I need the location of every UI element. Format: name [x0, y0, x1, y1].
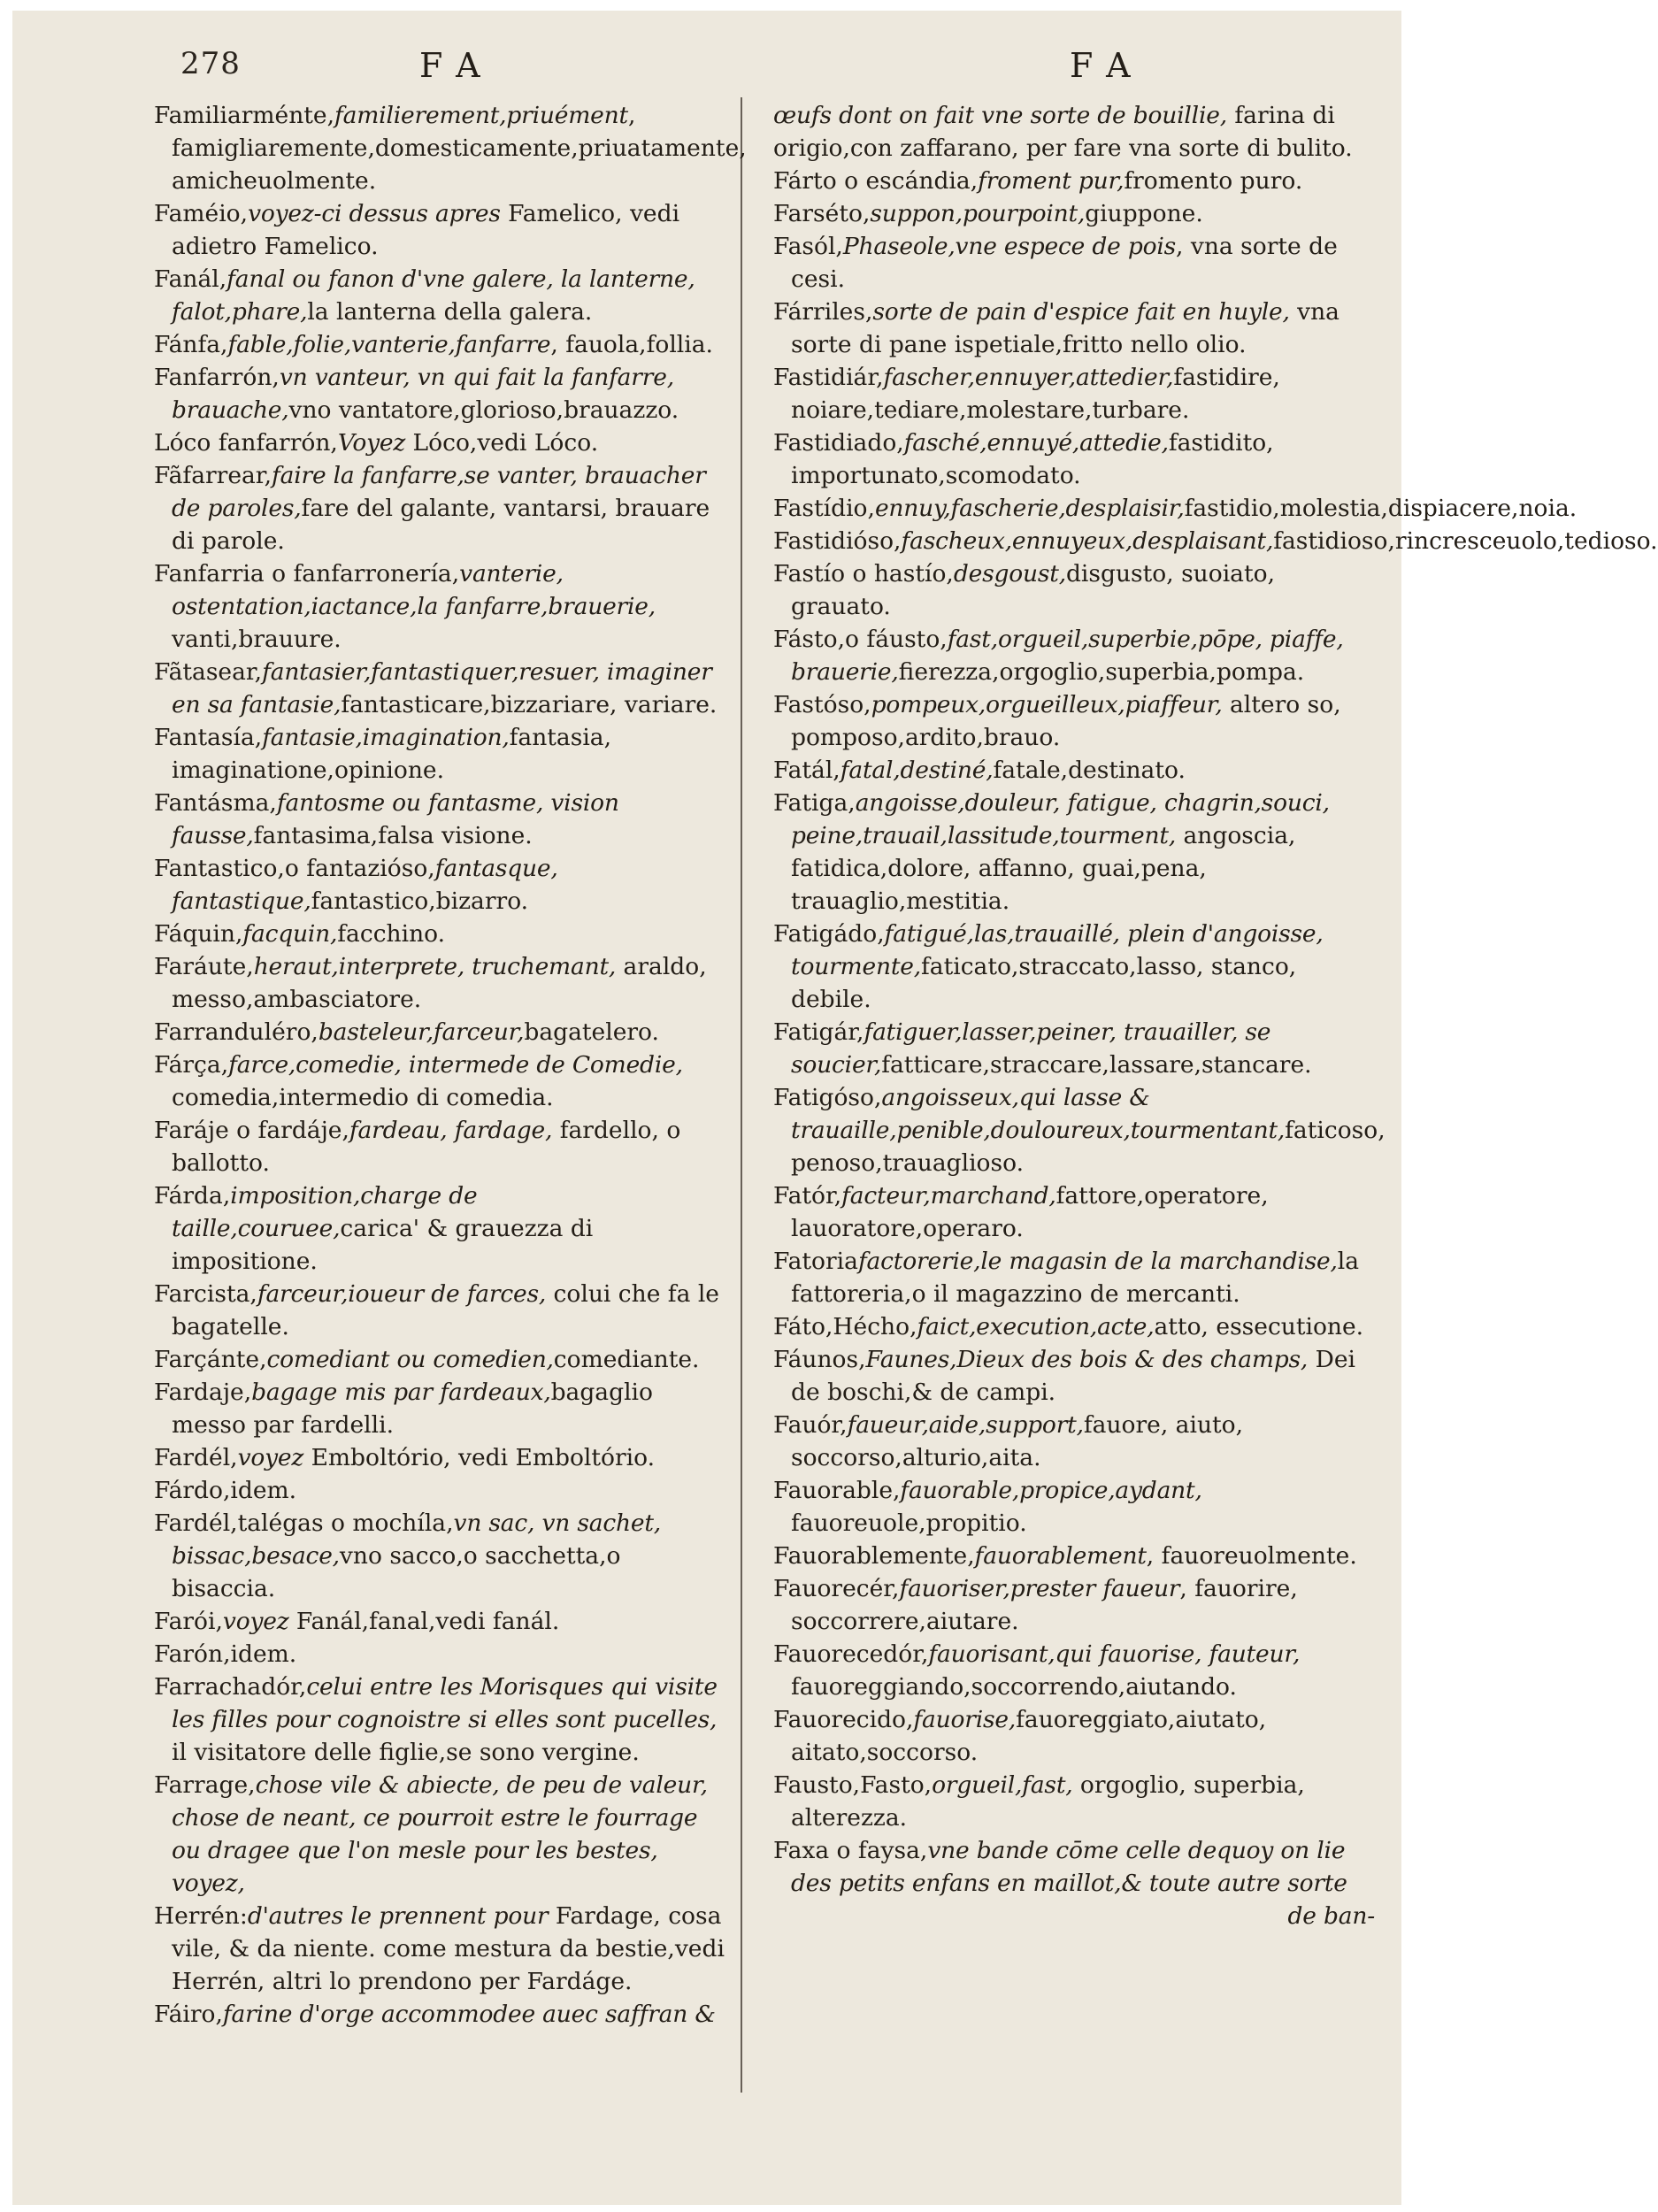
french-gloss: fantasque, fantastique, — [172, 855, 558, 915]
french-gloss: fatigué,las,trauaillé, plein d'angoisse, tourmente, — [791, 920, 1324, 980]
french-gloss: fantasie,imagination, — [262, 724, 510, 751]
french-gloss: faire la fanfarre,se vanter, brauacher de paroles, — [172, 462, 706, 522]
french-gloss: imposition,charge de taille,couruee, — [172, 1182, 478, 1242]
dictionary-entry — [773, 492, 1577, 525]
french-gloss: desgoust, — [953, 560, 1066, 588]
dictionary-entry — [154, 721, 729, 787]
dictionary-entry — [773, 426, 1375, 492]
italian-gloss: fauoreggiato,aiutato, aitato,soccorso. — [791, 1706, 1267, 1766]
headword: Faméio, — [154, 200, 249, 227]
dictionary-entry — [154, 1638, 729, 1671]
dictionary-entry — [773, 1081, 1386, 1179]
italian-gloss: angoscia, fatidica,dolore, affanno, guai,pena, trauaglio,mestitia. — [791, 822, 1296, 915]
french-gloss: angoisse,douleur, fatigue, chagrin,souci, peine,trauail,lassitude,tourment, — [791, 789, 1330, 849]
italian-gloss: vno vantatore,glorioso,brauazzo. — [288, 396, 679, 424]
dictionary-entry — [154, 1769, 729, 1900]
french-gloss: d'autres le prennent pour — [247, 1902, 549, 1930]
page-header — [12, 46, 1401, 99]
french-gloss: Phaseole,vne espece de pois — [842, 233, 1177, 260]
headword: Lóco fanfarrón, — [154, 429, 338, 457]
headword: Fardaje, — [154, 1379, 252, 1406]
headword: Fatál, — [773, 757, 841, 784]
headword: Fanfarrón, — [154, 364, 280, 391]
headword: Faráute, — [154, 953, 254, 980]
dictionary-entry — [773, 1572, 1375, 1638]
italian-gloss: altero so, pomposo,ardito,brauo. — [791, 691, 1341, 751]
dictionary-entry — [154, 1376, 729, 1441]
dictionary-entry — [154, 1114, 729, 1179]
italian-gloss: bagatelero. — [524, 1018, 659, 1046]
dictionary-entry — [773, 525, 1658, 557]
dictionary-entry — [154, 328, 729, 361]
right-column-heading: FA — [1070, 46, 1147, 85]
headword: Fatiga, — [773, 789, 856, 817]
headword: Fauór, — [773, 1411, 848, 1439]
dictionary-entry — [773, 1834, 1375, 1900]
italian-gloss: orgoglio, superbia, alterezza. — [791, 1771, 1305, 1832]
italian-gloss: Fardage, cosa vile, & da niente. come mestura da bestie,vedi Herrén, altri lo prendono per Fardáge. — [172, 1902, 725, 1995]
dictionary-entry — [154, 426, 729, 459]
dictionary-entry — [773, 1638, 1375, 1703]
headword: Fanál, — [154, 265, 227, 293]
italian-gloss: fastidio,molestia,dispiacere,noia. — [1184, 495, 1577, 522]
headword: Faxa o faysa, — [773, 1837, 928, 1864]
headword: Fardél, — [154, 1444, 238, 1471]
italian-gloss: , fauola,follia. — [550, 331, 713, 358]
italian-gloss: , fauorire, soccorrere,aiutare. — [791, 1575, 1298, 1635]
dictionary-entry — [773, 1703, 1375, 1769]
dictionary-entry — [773, 1540, 1375, 1572]
dictionary-entry — [773, 1245, 1375, 1310]
dictionary-entry — [773, 754, 1375, 787]
french-gloss: orgueil,fast, — [932, 1771, 1073, 1799]
dictionary-entry — [154, 197, 729, 263]
headword: Fastidióso, — [773, 527, 902, 555]
french-gloss: de ban- — [1287, 1902, 1375, 1930]
italian-gloss: fastidito, importunato,scomodato. — [791, 429, 1274, 489]
headword: Fauorecedór, — [773, 1640, 929, 1668]
headword: Fáquin, — [154, 920, 243, 948]
dictionary-entry — [773, 787, 1375, 918]
italian-gloss: Fanál,fanal,vedi fanál. — [288, 1608, 560, 1635]
dictionary-entry — [154, 1900, 729, 1998]
french-gloss: Voyez — [337, 429, 406, 457]
french-gloss: familierement,priuément — [334, 102, 628, 129]
headword: Fauorablemente, — [773, 1542, 975, 1570]
headword: Farrage, — [154, 1771, 256, 1799]
italian-gloss: fatticare,straccare,lassare,stancare. — [881, 1051, 1312, 1079]
italian-gloss: fantastico,bizarro. — [311, 887, 529, 915]
headword: Fárda, — [154, 1182, 231, 1210]
dictionary-entry — [773, 1179, 1375, 1245]
headword: Farçánte, — [154, 1346, 267, 1373]
dictionary-entry — [773, 557, 1375, 623]
italian-gloss: fauoreggiando,soccorrendo,aiutando. — [791, 1673, 1237, 1701]
french-gloss: ennuy,fascherie,desplaisir, — [874, 495, 1185, 522]
italian-gloss: carica' & grauezza di impositione. — [172, 1215, 594, 1275]
headword: Fárriles, — [773, 298, 873, 326]
french-gloss: fauorable,propice,aydant, — [900, 1477, 1202, 1504]
headword: Fausto,Fasto, — [773, 1771, 933, 1799]
italian-gloss: fauoreuole,propitio. — [791, 1509, 1027, 1537]
column-divider — [741, 97, 742, 2093]
french-gloss: voyez — [222, 1608, 289, 1635]
italian-gloss: araldo, messo,ambasciatore. — [172, 953, 707, 1013]
italian-gloss: comedia,intermedio di comedia. — [172, 1084, 554, 1111]
french-gloss: farce,comedie, intermede de Comedie, — [228, 1051, 683, 1079]
italian-gloss: vanti,brauure. — [172, 626, 342, 653]
italian-gloss: fauore, aiuto, soccorso,alturio,aita. — [791, 1411, 1244, 1471]
italian-gloss: colui che fa le bagatelle. — [172, 1280, 719, 1340]
french-gloss: fardeau, fardage, — [349, 1117, 553, 1144]
dictionary-entry — [154, 852, 729, 918]
headword: Fantasía, — [154, 724, 263, 751]
italian-gloss: fierezza,orgoglio,superbia,pompa. — [898, 658, 1305, 686]
dictionary-entry — [773, 1343, 1375, 1409]
italian-gloss: idem. — [230, 1640, 297, 1668]
dictionary-entry — [154, 1507, 729, 1605]
french-gloss: fable,folie,vanterie,fanfarre — [227, 331, 551, 358]
headword: Fastío o hastío, — [773, 560, 954, 588]
italian-gloss: faticato,straccato,lasso, stanco, debile. — [791, 953, 1297, 1013]
dictionary-entry — [773, 99, 1375, 165]
french-gloss: fast,orgueil,superbie,pōpe, piaffe, brauerie, — [791, 626, 1344, 686]
dictionary-entry — [773, 296, 1375, 361]
headword: Herrén: — [154, 1902, 248, 1930]
headword: Fárdo, — [154, 1477, 231, 1504]
french-gloss: vne bande cōme celle dequoy on lie des petits enfans en maillot,& toute autre sorte — [791, 1837, 1347, 1897]
dictionary-entry — [154, 918, 729, 950]
italian-gloss: fattore,operatore, lauoratore,operaro. — [791, 1182, 1269, 1242]
dictionary-entry — [154, 99, 747, 197]
italian-gloss: giuppone. — [1085, 200, 1203, 227]
dictionary-entry — [154, 1016, 729, 1048]
headword: Fatigár, — [773, 1018, 864, 1046]
headword: Farrachadór, — [154, 1673, 307, 1701]
italian-gloss: fantasima,falsa visione. — [253, 822, 533, 849]
dictionary-entry — [154, 1048, 729, 1114]
french-gloss: vanterie, ostentation,iactance,la fanfarre,brauerie, — [172, 560, 656, 620]
left-column — [154, 99, 747, 2031]
italian-gloss: , famigliaremente,domesticamente,priuatamente, amicheuolmente. — [172, 102, 747, 195]
french-gloss: celui entre les Morisques qui visite les filles pour cognoistre si elles sont pucelles, — [172, 1673, 718, 1733]
italian-gloss: , fauoreuolmente. — [1146, 1542, 1357, 1570]
french-gloss: fatiguer,lasser,peiner, trauailler, se soucier, — [791, 1018, 1271, 1079]
dictionary-entry — [154, 361, 729, 426]
italian-gloss: Emboltório, vedi Emboltório. — [303, 1444, 656, 1471]
headword: Fánfa, — [154, 331, 228, 358]
dictionary-entry — [773, 165, 1375, 197]
headword: Fárça, — [154, 1051, 229, 1079]
italian-gloss: faticoso, penoso,trauaglioso. — [791, 1117, 1386, 1177]
dictionary-entry — [773, 918, 1375, 1016]
dictionary-entry — [154, 1278, 729, 1343]
headword: Fasól, — [773, 233, 843, 260]
dictionary-entry — [773, 197, 1375, 230]
italian-gloss: disgusto, suoiato, grauato. — [791, 560, 1275, 620]
italian-gloss: la fattoreria,o il magazzino de mercanti. — [791, 1248, 1359, 1308]
headword: Faráje o fardáje, — [154, 1117, 349, 1144]
french-gloss: faict,execution,acte, — [917, 1313, 1155, 1340]
italian-gloss: bagaglio messo par fardelli. — [172, 1379, 653, 1439]
headword: Fauorecér, — [773, 1575, 900, 1602]
page-number: 278 — [180, 46, 241, 81]
french-gloss: farceur,ioueur de farces, — [257, 1280, 547, 1308]
french-gloss: fauorise, — [913, 1706, 1017, 1733]
headword: Fauorecido, — [773, 1706, 914, 1733]
dictionary-entry — [773, 1900, 1375, 1932]
french-gloss: heraut,interprete, truchemant, — [253, 953, 617, 980]
french-gloss: fascher,ennuyer,attedier, — [883, 364, 1174, 391]
headword: Fardél,talégas o mochíla, — [154, 1509, 454, 1537]
book-page — [12, 11, 1658, 2205]
dictionary-entry — [154, 1179, 729, 1278]
italian-gloss: facchino. — [337, 920, 446, 948]
french-gloss: vn sac, vn sachet, bissac,besace, — [172, 1509, 662, 1570]
italian-gloss: Famelico, vedi adietro Famelico. — [172, 200, 680, 260]
headword: Farcista, — [154, 1280, 257, 1308]
italian-gloss: fastidire, noiare,tediare,molestare,turbare. — [791, 364, 1280, 424]
italian-gloss: fare del galante, vantarsi, brauare di parole. — [172, 495, 710, 555]
headword: Fantastico,o fantazióso, — [154, 855, 435, 882]
italian-gloss: fatale,destinato. — [993, 757, 1186, 784]
french-gloss: fantasier,fantastiquer,resuer, imaginer en sa fantasie, — [172, 658, 712, 718]
french-gloss: voyez — [237, 1444, 304, 1471]
right-column — [773, 99, 1658, 1932]
headword: Fastídio, — [773, 495, 875, 522]
dictionary-entry — [154, 1998, 729, 2031]
french-gloss: voyez-ci dessus apres — [248, 200, 501, 227]
italian-gloss: Lóco,vedi Lóco. — [405, 429, 599, 457]
dictionary-entry — [773, 1016, 1375, 1081]
dictionary-entry — [154, 1343, 729, 1376]
headword: Farói, — [154, 1608, 223, 1635]
dictionary-entry — [773, 688, 1375, 754]
dictionary-entry — [773, 230, 1375, 296]
dictionary-entry — [773, 623, 1375, 688]
french-gloss: faueur,aide,support, — [847, 1411, 1084, 1439]
headword: Fásto,o fáusto, — [773, 626, 948, 653]
dictionary-entry — [773, 1769, 1375, 1834]
italian-gloss: , vna sorte de cesi. — [791, 233, 1338, 293]
headword: Fastóso, — [773, 691, 871, 718]
dictionary-entry — [154, 263, 729, 328]
headword: Fatoria — [773, 1248, 858, 1275]
dictionary-entry — [773, 361, 1375, 426]
headword: Fáunos, — [773, 1346, 866, 1373]
italian-gloss: vna sorte di pane ispetiale,fritto nello olio. — [791, 298, 1339, 358]
italian-gloss: idem. — [230, 1477, 297, 1504]
french-gloss: œufs dont on fait vne sorte de bouillie, — [773, 102, 1227, 129]
italian-gloss: fromento puro. — [1124, 167, 1303, 195]
headword: Fanfarria o fanfarronería, — [154, 560, 460, 588]
dictionary-entry — [154, 656, 729, 721]
dictionary-entry — [773, 1409, 1375, 1474]
french-gloss: bagage mis par fardeaux, — [251, 1379, 551, 1406]
french-gloss: fasché,ennuyé,attedie, — [903, 429, 1169, 457]
dictionary-entry — [154, 1441, 729, 1474]
headword: Farséto, — [773, 200, 871, 227]
italian-gloss: vno sacco,o sacchetta,o bisaccia. — [172, 1542, 621, 1602]
dictionary-entry — [773, 1310, 1375, 1343]
italian-gloss: fastidioso,rincresceuolo,tedioso. — [1273, 527, 1658, 555]
headword: Fatigádo, — [773, 920, 885, 948]
left-column-heading: FA — [419, 46, 496, 85]
headword: Fáiro, — [154, 2001, 223, 2028]
headword: Farón, — [154, 1640, 231, 1668]
french-gloss: fanal ou fanon d'vne galere, la lanterne, falot,phare, — [172, 265, 695, 326]
italian-gloss: atto, essecutione. — [1154, 1313, 1364, 1340]
french-gloss: suppon,pourpoint, — [870, 200, 1086, 227]
headword: Fáto,Hécho, — [773, 1313, 917, 1340]
french-gloss: comediant ou comedien, — [266, 1346, 554, 1373]
french-gloss: fatal,destiné, — [840, 757, 994, 784]
dictionary-entry — [154, 1671, 729, 1769]
italian-gloss: fardello, o ballotto. — [172, 1117, 681, 1177]
headword: Fãfarrear, — [154, 462, 272, 489]
italian-gloss: la lanterna della galera. — [307, 298, 593, 326]
french-gloss: chose vile & abiecte, de peu de valeur, chose de neant, ce pourroit estre le fourrage ou dragee que l'on mesle pour les bestes, voyez, — [172, 1771, 708, 1897]
french-gloss: Faunes,Dieux des bois & des champs, — [865, 1346, 1309, 1373]
italian-gloss: farina di origio,con zaffarano, per fare vna sorte di bulito. — [773, 102, 1353, 162]
headword: Familiarménte, — [154, 102, 335, 129]
french-gloss: fantosme ou fantasme, vision fausse, — [172, 789, 619, 849]
italian-gloss: il visitatore delle figlie,se sono vergine. — [172, 1739, 640, 1766]
italian-gloss: fantasticare,bizzariare, variare. — [341, 691, 718, 718]
french-gloss: sorte de pain d'espice fait en huyle, — [872, 298, 1290, 326]
italian-gloss: fantasia, imaginatione,opinione. — [172, 724, 612, 784]
french-gloss: fauoriser,prester faueur — [899, 1575, 1180, 1602]
headword: Fatór, — [773, 1182, 842, 1210]
headword: Fãtasear, — [154, 658, 263, 686]
french-gloss: angoisseux,qui lasse & trauaille,penible,douloureux,tourmentant, — [791, 1084, 1286, 1144]
dictionary-entry — [773, 1474, 1375, 1540]
headword: Farranduléro, — [154, 1018, 319, 1046]
french-gloss: froment pur, — [978, 167, 1125, 195]
dictionary-entry — [154, 557, 729, 656]
dictionary-entry — [154, 950, 729, 1016]
headword: Fastidiado, — [773, 429, 904, 457]
french-gloss: fascheux,ennuyeux,desplaisant, — [901, 527, 1274, 555]
headword: Fastidiár, — [773, 364, 884, 391]
dictionary-entry — [154, 1474, 729, 1507]
french-gloss: factorerie,le magasin de la marchandise, — [857, 1248, 1338, 1275]
headword: Fatigóso, — [773, 1084, 882, 1111]
french-gloss: fauorablement — [974, 1542, 1147, 1570]
dictionary-entry — [154, 787, 729, 852]
french-gloss: facteur,marchand, — [841, 1182, 1056, 1210]
french-gloss: pompeux,orgueilleux,piaffeur, — [871, 691, 1223, 718]
headword: Fantásma, — [154, 789, 277, 817]
italian-gloss: Dei de boschi,& de campi. — [791, 1346, 1355, 1406]
dictionary-entry — [154, 459, 729, 557]
italian-gloss: comediante. — [553, 1346, 700, 1373]
french-gloss: fauorisant,qui fauorise, fauteur, — [928, 1640, 1301, 1668]
french-gloss: farine d'orge accommodee auec saffran & — [222, 2001, 716, 2028]
french-gloss: basteleur,farceur, — [318, 1018, 525, 1046]
dictionary-entry — [154, 1605, 729, 1638]
french-gloss: facquin, — [242, 920, 338, 948]
headword: Fauorable, — [773, 1477, 901, 1504]
french-gloss: vn vanteur, vn qui fait la fanfarre, brauache, — [172, 364, 674, 424]
headword: Fárto o escándia, — [773, 167, 979, 195]
